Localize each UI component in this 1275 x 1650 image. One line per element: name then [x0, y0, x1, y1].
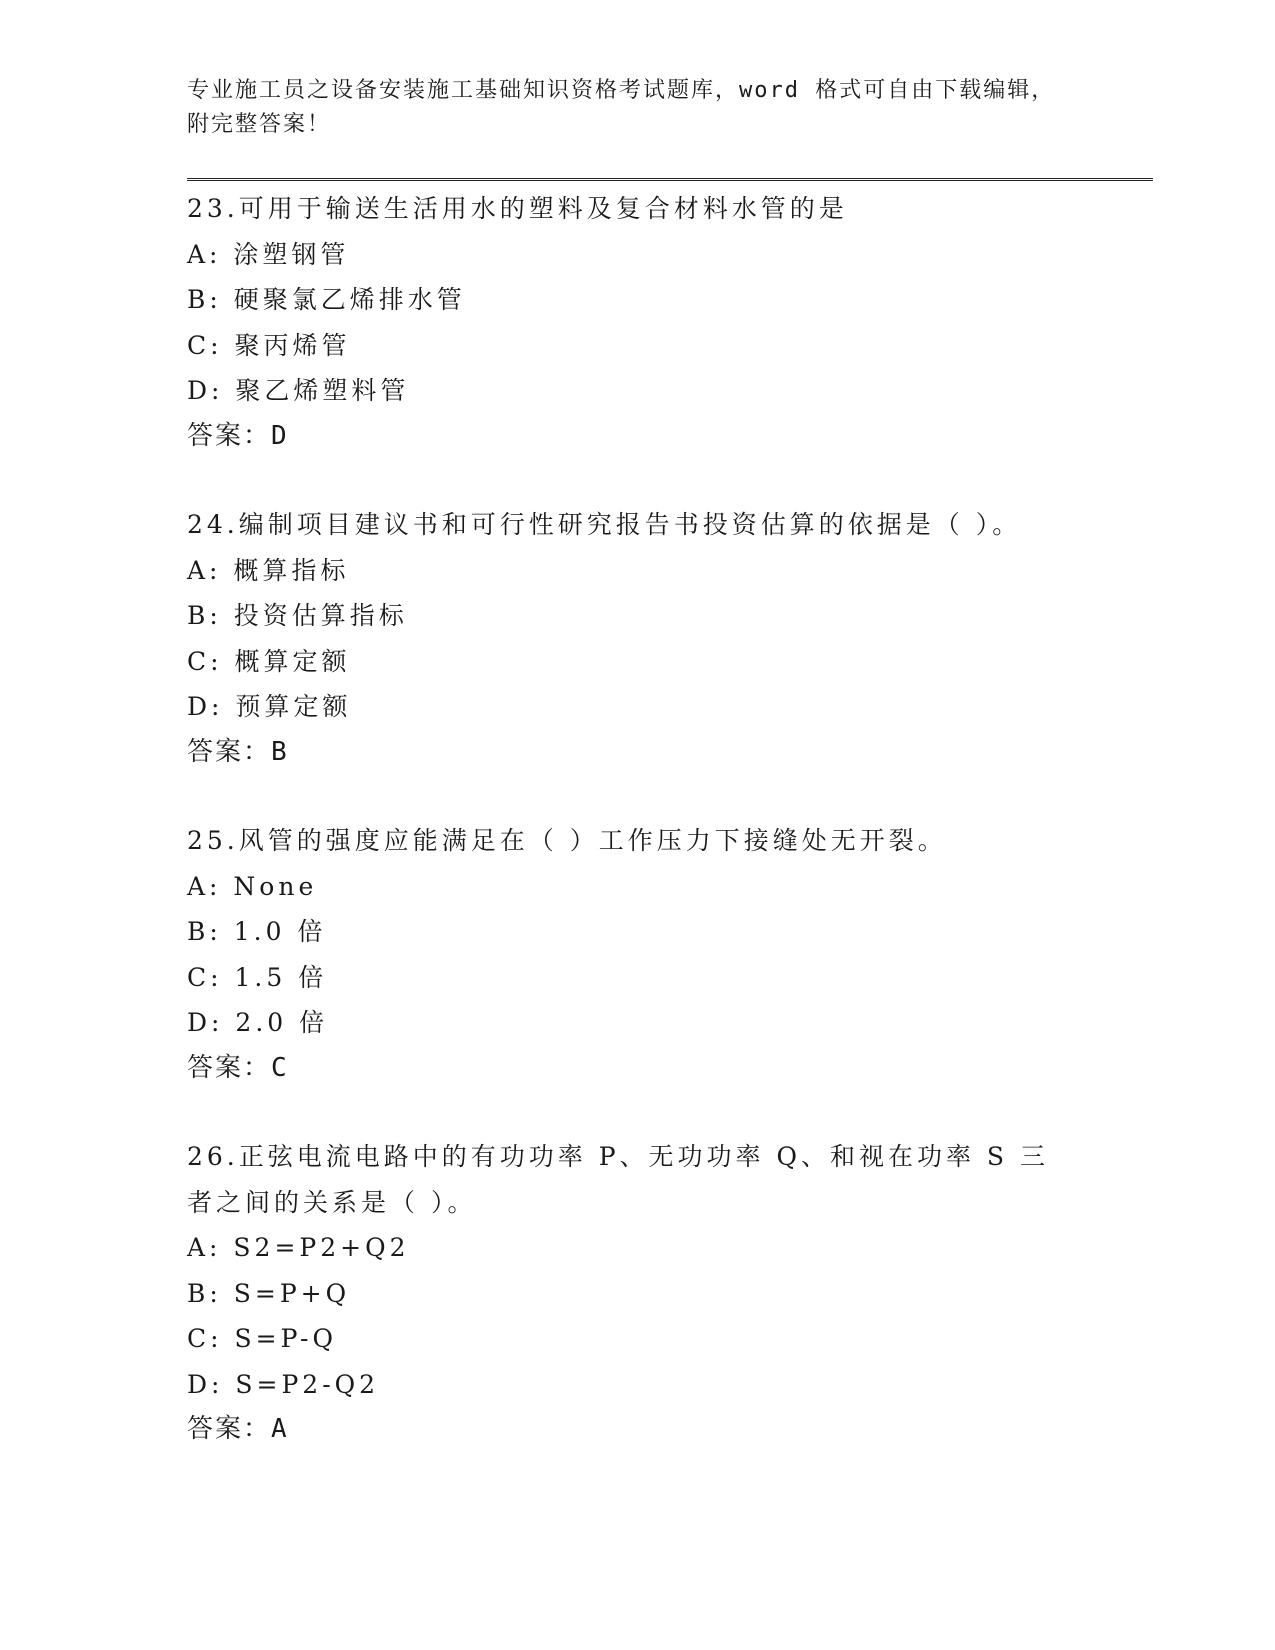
option-b: B: 硬聚氯乙烯排水管 — [187, 285, 466, 314]
question-list — [187, 186, 1127, 1496]
option-d: D: 聚乙烯塑料管 — [187, 376, 410, 405]
answer-line: 答案：C — [187, 1052, 289, 1083]
option-a: A: 涂塑钢管 — [187, 239, 350, 269]
answer-line: 答案：B — [187, 736, 289, 767]
option-c: C: 概算定额 — [187, 646, 351, 676]
option-b: B: 1.0 倍 — [187, 917, 327, 946]
question-stem: 26.正弦电流电路中的有功功率 P、无功功率 Q、和视在功率 S 三者之间的关系是（ ）。 — [187, 1142, 1049, 1217]
option-a: A: 概算指标 — [187, 555, 350, 585]
option-d: D: 预算定额 — [187, 692, 352, 721]
option-a: A: S2=P2+Q2 — [187, 1233, 410, 1262]
option-c: C: 聚丙烯管 — [187, 330, 351, 360]
answer-line: 答案：A — [187, 1414, 289, 1444]
option-c: C: 1.5 倍 — [187, 962, 328, 992]
option-d: D: 2.0 倍 — [187, 1008, 329, 1037]
answer-line: 答案：D — [187, 420, 289, 451]
header-line-1: 专业施工员之设备安装施工基础知识资格考试题库，word 格式可自由下载编辑， — [187, 78, 1056, 103]
option-b: B: 投资估算指标 — [187, 601, 408, 630]
option-d: D: S=P2-Q2 — [187, 1369, 380, 1399]
header-divider — [187, 178, 1153, 181]
option-a: A: None — [187, 871, 318, 901]
option-b: B: S=P+Q — [187, 1278, 351, 1308]
question-stem: 25.风管的强度应能满足在（ ）工作压力下接缝处无开裂。 — [187, 826, 947, 855]
question-stem: 23.可用于输送生活用水的塑料及复合材料水管的是 — [187, 194, 848, 223]
question-stem: 24.编制项目建议书和可行性研究报告书投资估算的依据是（ ）。 — [187, 510, 1022, 539]
question-25 — [187, 818, 1127, 1091]
header-line-2: 附完整答案！ — [187, 112, 332, 137]
question-24 — [187, 502, 1127, 775]
question-23 — [187, 186, 1127, 459]
option-c: C: S=P-Q — [187, 1324, 337, 1353]
question-26 — [187, 1134, 1127, 1453]
document-header — [187, 74, 1067, 142]
